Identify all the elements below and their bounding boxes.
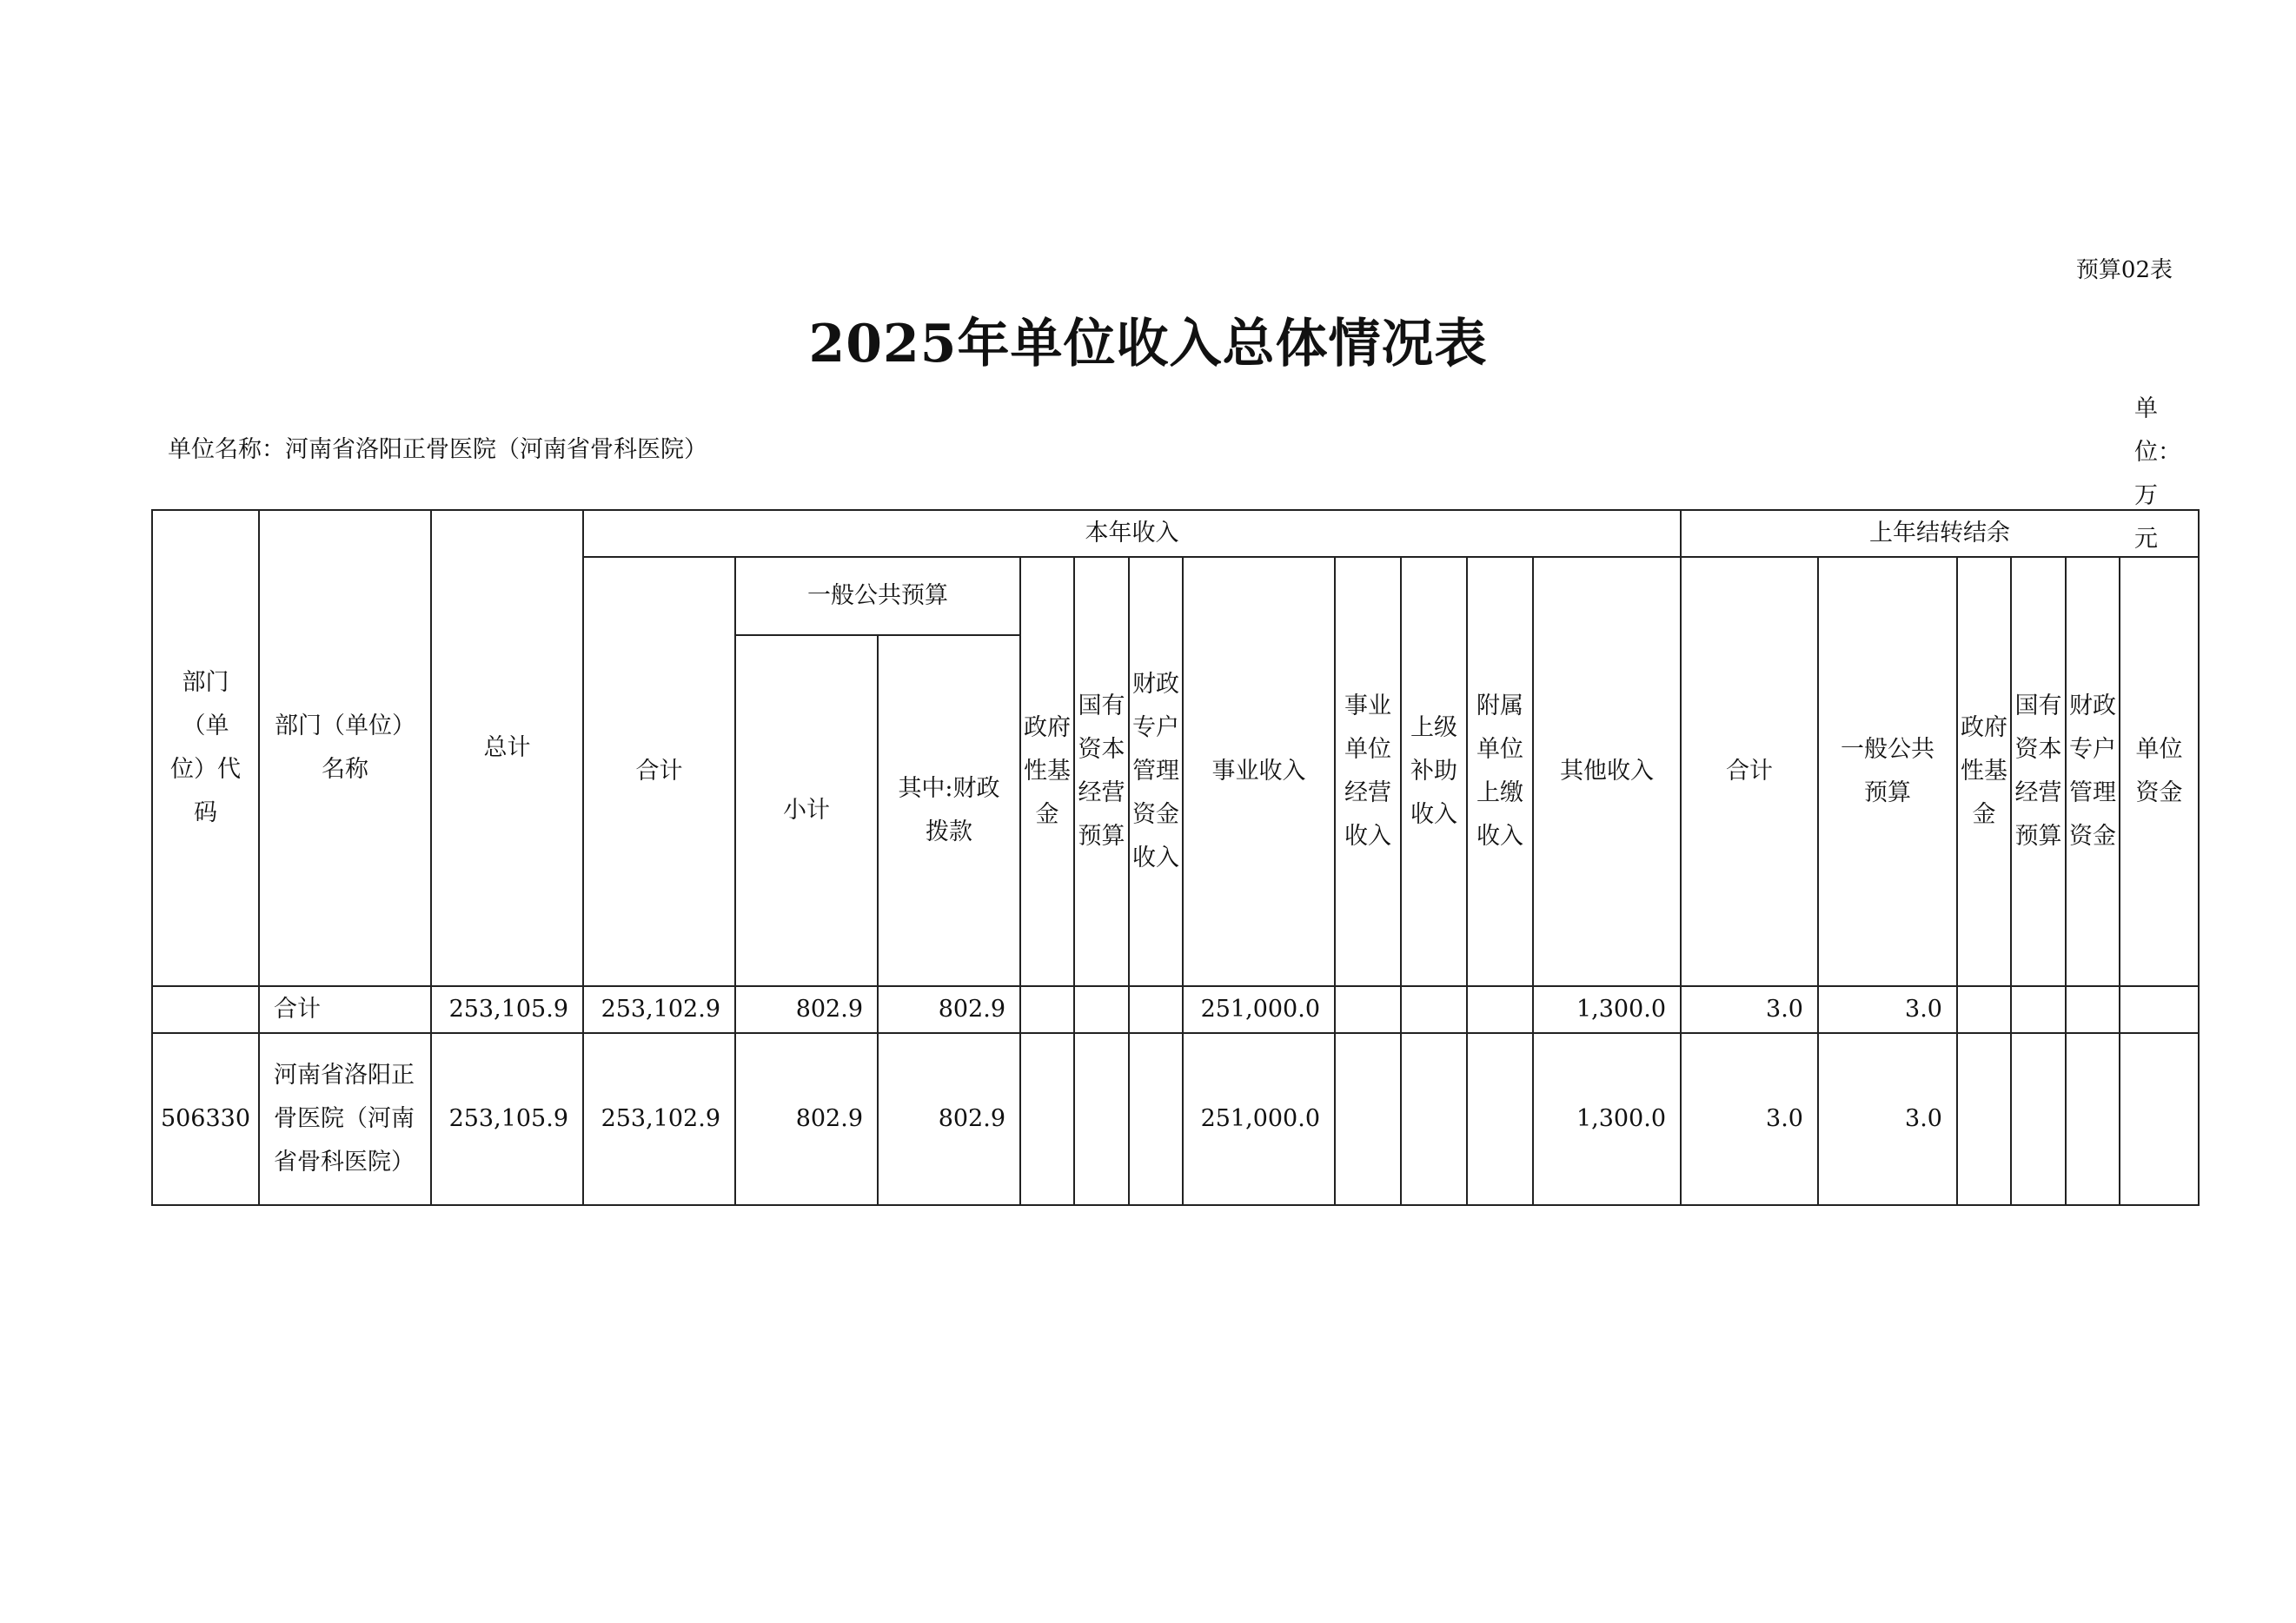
cell-gov-fund <box>1020 1033 1074 1205</box>
cell-fiscal: 802.9 <box>878 986 1020 1033</box>
header-general-budget: 一般公共预算 <box>735 557 1020 635</box>
cell-py-state-capital <box>2011 1033 2066 1205</box>
header-py-unit-funds: 单位资金 <box>2120 557 2199 986</box>
header-py-general-budget: 一般公共预算 <box>1818 557 1957 986</box>
cell-subtotal: 802.9 <box>735 986 878 1033</box>
header-subtotal: 小计 <box>735 635 878 986</box>
cell-affiliated <box>1467 986 1533 1033</box>
header-gov-fund: 政府性基金 <box>1020 557 1074 986</box>
cell-py-general: 3.0 <box>1818 986 1957 1033</box>
form-number: 预算02表 <box>2075 257 2173 283</box>
cell-name: 河南省洛阳正骨医院（河南省骨科医院） <box>259 1033 431 1205</box>
cell-superior <box>1401 1033 1467 1205</box>
cell-py-general: 3.0 <box>1818 1033 1957 1205</box>
page-title: 2025年单位收入总体情况表 <box>808 314 1488 374</box>
cell-business: 251,000.0 <box>1183 1033 1335 1205</box>
header-fiscal-special: 财政专户管理资金收入 <box>1129 557 1183 986</box>
currency-unit-label: 单位：万元 <box>2134 395 2181 553</box>
header-superior-subsidy: 上级补助收入 <box>1401 557 1467 986</box>
cell-total: 253,105.9 <box>431 986 583 1033</box>
header-fiscal-appropriation: 其中:财政拨款 <box>878 635 1020 986</box>
header-prev-year-carryover: 上年结转结余 <box>1681 510 2199 557</box>
cell-superior <box>1401 986 1467 1033</box>
table-row <box>152 1033 2199 1205</box>
header-cy-total: 合计 <box>583 557 735 986</box>
header-py-total: 合计 <box>1681 557 1818 986</box>
cell-code: 506330 <box>152 1033 259 1205</box>
cell-py-fiscal-special <box>2066 986 2120 1033</box>
cell-other: 1,300.0 <box>1533 986 1681 1033</box>
cell-cy-total: 253,102.9 <box>583 986 735 1033</box>
cell-py-total: 3.0 <box>1681 1033 1818 1205</box>
header-total: 总计 <box>431 510 583 986</box>
cell-py-fiscal-special <box>2066 1033 2120 1205</box>
cell-subtotal: 802.9 <box>735 1033 878 1205</box>
header-current-year-income: 本年收入 <box>583 510 1681 557</box>
header-py-state-capital: 国有资本经营预算 <box>2011 557 2066 986</box>
cell-py-unit-funds <box>2120 986 2199 1033</box>
cell-affiliated <box>1467 1033 1533 1205</box>
cell-gov-fund <box>1020 986 1074 1033</box>
cell-py-gov-fund <box>1957 986 2011 1033</box>
cell-other: 1,300.0 <box>1533 1033 1681 1205</box>
cell-code <box>152 986 259 1033</box>
income-summary-table <box>151 509 2200 1206</box>
cell-business: 251,000.0 <box>1183 986 1335 1033</box>
header-affiliated-payment: 附属单位上缴收入 <box>1467 557 1533 986</box>
cell-py-unit-funds <box>2120 1033 2199 1205</box>
cell-total: 253,105.9 <box>431 1033 583 1205</box>
header-state-capital: 国有资本经营预算 <box>1074 557 1129 986</box>
cell-fiscal: 802.9 <box>878 1033 1020 1205</box>
cell-py-gov-fund <box>1957 1033 2011 1205</box>
cell-state-capital <box>1074 1033 1129 1205</box>
header-other-income: 其他收入 <box>1533 557 1681 986</box>
cell-fiscal-special <box>1129 1033 1183 1205</box>
header-py-fiscal-special: 财政专户管理资金 <box>2066 557 2120 986</box>
header-unit-operating: 事业单位经营收入 <box>1335 557 1401 986</box>
cell-cy-total: 253,102.9 <box>583 1033 735 1205</box>
cell-name: 合计 <box>259 986 431 1033</box>
cell-py-state-capital <box>2011 986 2066 1033</box>
cell-unit-operating <box>1335 986 1401 1033</box>
header-business-income: 事业收入 <box>1183 557 1335 986</box>
cell-state-capital <box>1074 986 1129 1033</box>
header-py-gov-fund: 政府性基金 <box>1957 557 2011 986</box>
cell-fiscal-special <box>1129 986 1183 1033</box>
unit-name: 单位名称：河南省洛阳正骨医院（河南省骨科医院） <box>168 436 707 463</box>
table-row <box>152 986 2199 1033</box>
header-dept-name: 部门（单位）名称 <box>259 510 431 986</box>
header-dept-code: 部门（单位）代码 <box>152 510 259 986</box>
cell-py-total: 3.0 <box>1681 986 1818 1033</box>
cell-unit-operating <box>1335 1033 1401 1205</box>
